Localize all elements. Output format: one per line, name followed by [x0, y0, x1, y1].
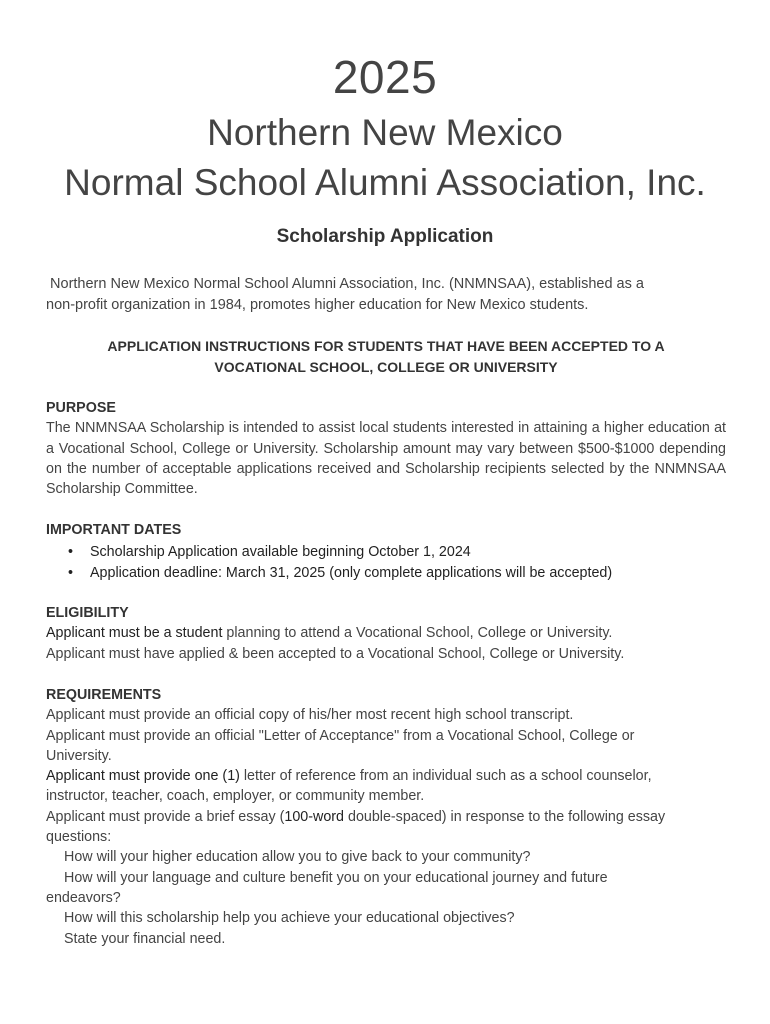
essay-question-2: How will your language and culture benefit you on your educational journey and future endeavors? [46, 869, 608, 906]
bullet-icon: • [68, 564, 74, 581]
dates-heading: IMPORTANT DATES [46, 522, 182, 538]
essay-question-1: How will your higher education allow you to give back to your community? [64, 849, 531, 866]
requirement-essay: Applicant must provide a brief essay (100-word double-spaced) in response to the following essay questions: [46, 808, 666, 846]
intro-paragraph [46, 274, 736, 316]
purpose-heading: PURPOSE [46, 400, 116, 416]
instructions-line-1: APPLICATION INSTRUCTIONS FOR STUDENTS THAT HAVE BEEN ACCEPTED TO A [107, 338, 665, 354]
list-item: • Scholarship Application available beginning October 1, 2024 [90, 542, 726, 562]
requirements-section [46, 685, 726, 949]
instructions-heading [46, 336, 726, 378]
document-subtitle: Scholarship Application [276, 226, 494, 247]
dates-list [46, 542, 726, 583]
org-name-line-2: Normal School Alumni Association, Inc. [64, 162, 706, 203]
requirement-transcript: Applicant must provide an official copy of his/her most recent high school transcript. [46, 707, 574, 724]
instructions-line-2: VOCATIONAL SCHOOL, COLLEGE OR UNIVERSITY [214, 359, 558, 375]
intro-line-2: non-profit organization in 1984, promotes higher education for New Mexico students. [46, 297, 589, 313]
requirements-heading: REQUIREMENTS [46, 687, 162, 703]
requirement-reference-letter: Applicant must provide one (1) letter of reference from an individual such as a school counselor, instructor, teacher, coach, employer, or community member. [46, 768, 652, 805]
essay-question-4: State your financial need. [64, 930, 226, 947]
document-year: 2025 [332, 51, 438, 103]
bullet-icon: • [68, 544, 74, 561]
eligibility-line-1: Applicant must be a student planning to attend a Vocational School, College or University. [46, 625, 613, 642]
eligibility-line-2: Applicant must have applied & been accepted to a Vocational School, College or University. [46, 645, 625, 662]
eligibility-heading: ELIGIBILITY [46, 605, 129, 621]
important-dates-section [46, 520, 726, 583]
requirement-acceptance-letter: Applicant must provide an official "Letter of Acceptance" from a Vocational School, College or University. [46, 727, 635, 764]
eligibility-section [46, 603, 726, 664]
list-item: • Application deadline: March 31, 2025 (only complete applications will be accepted) [90, 563, 726, 583]
organization-name [0, 108, 770, 208]
purpose-section [46, 398, 726, 499]
essay-question-3: How will this scholarship help you achieve your educational objectives? [64, 910, 515, 927]
org-name-line-1: Northern New Mexico [207, 112, 563, 153]
intro-line-1: Northern New Mexico Normal School Alumni Association, Inc. (NNMNSAA), established as a [46, 276, 644, 292]
purpose-text: The NNMNSAA Scholarship is intended to assist local students interested in attaining a higher education at a Vocational School, College or University. Scholarship amount may vary between $500-$1000 depending on the number of acceptable applications received and Scholarship recipients selected by the NNMNSAA Scholarship Committee. [46, 420, 726, 498]
